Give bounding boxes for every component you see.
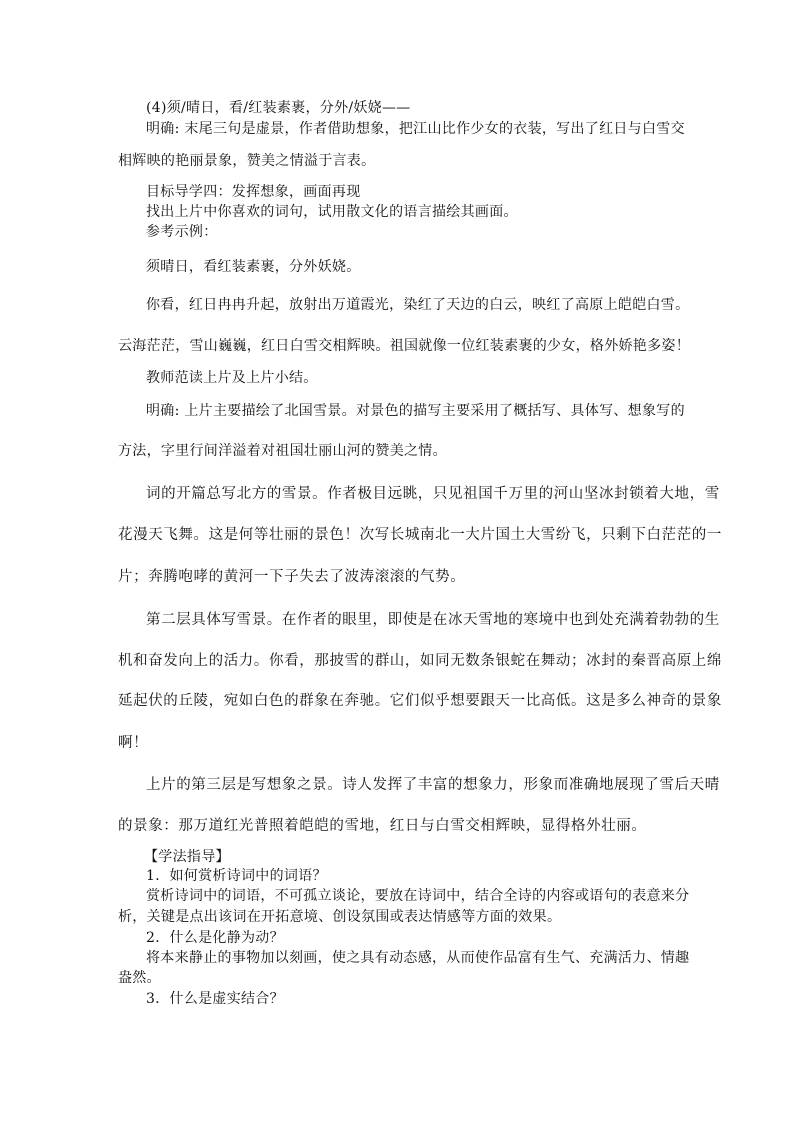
text-line: 盎然。 bbox=[118, 970, 161, 986]
text-line: 析，关键是点出该词在开拓意境、创设氛围或表达情感等方面的效果。 bbox=[118, 909, 562, 925]
text-line: 须晴日，看红装素裹，分外妖娆。 bbox=[146, 259, 361, 275]
text-line: 机和奋发向上的活力。你看，那披雪的群山，如同无数条银蛇在舞动；冰封的秦晋高原上绵 bbox=[118, 653, 722, 669]
text-line: 3．什么是虚实结合？ bbox=[146, 991, 284, 1007]
text-line: 相辉映的艳丽景象，赞美之情溢于言表。 bbox=[118, 153, 376, 169]
text-line: 第二层具体写雪景。在作者的眼里，即使是在冰天雪地的寒境中也到处充满着勃勃的生 bbox=[146, 612, 720, 628]
text-line: 词的开篇总写北方的雪景。作者极目远眺，只见祖国千万里的河山坚冰封锁着大地，雪 bbox=[146, 486, 720, 502]
text-line: 参考示例： bbox=[146, 224, 218, 240]
section-heading: 【学法指导】 bbox=[144, 849, 230, 865]
text-line: 片；奔腾咆哮的黄河一下子失去了波涛滚滚的气势。 bbox=[118, 569, 466, 585]
text-line: (4)须/晴日，看/红装素裹，分外/妖娆—— bbox=[146, 100, 411, 116]
text-line: 赏析诗词中的词语，不可孤立谈论，要放在诗词中，结合全诗的内容或语句的表意来分 bbox=[146, 888, 690, 904]
text-line: 明确: 末尾三句是虚景，作者借助想象，把江山比作少女的衣装，写出了红日与白雪交 bbox=[146, 121, 685, 137]
text-line: 2．什么是化静为动？ bbox=[146, 930, 284, 946]
section-heading: 目标导学四：发挥想象，画面再现 bbox=[146, 184, 361, 200]
text-line: 将本来静止的事物加以刻画，使之具有动态感，从而使作品富有生气、充满活力、情趣 bbox=[146, 950, 690, 966]
text-line: 你看，红日冉冉升起，放射出万道霞光，染红了天边的白云，映红了高原上皑皑白雪。 bbox=[146, 297, 690, 313]
text-line: 上片的第三层是写想象之景。诗人发挥了丰富的想象力，形象而准确地展现了雪后天晴 bbox=[146, 777, 720, 793]
text-line: 明确: 上片主要描绘了北国雪景。对景色的描写主要采用了概括写、具体写、想象写的 bbox=[146, 403, 685, 419]
text-line: 花漫天飞舞。这是何等壮丽的景色！次写长城南北一大片国土大雪纷飞，只剩下白茫茫的一 bbox=[118, 527, 722, 543]
text-line: 啊！ bbox=[118, 735, 149, 751]
text-line: 找出上片中你喜欢的词句，试用散文化的语言描绘其画面。 bbox=[146, 204, 518, 220]
text-line: 延起伏的丘陵，宛如白色的群象在奔驰。它们似乎想要跟天一比高低。这是多么神奇的景象 bbox=[118, 693, 722, 709]
text-line: 教师范读上片及上片小结。 bbox=[146, 370, 318, 386]
text-line: 的景象：那万道红光普照着皑皑的雪地，红日与白雪交相辉映，显得格外壮丽。 bbox=[118, 818, 647, 834]
text-line: 1．如何赏析诗词中的词语？ bbox=[146, 868, 327, 884]
text-line: 方法，字里行间洋溢着对祖国壮丽山河的赞美之情。 bbox=[118, 443, 447, 459]
text-line: 云海茫茫，雪山巍巍，红日白雪交相辉映。祖国就像一位红装素裹的少女，格外娇艳多姿！ bbox=[118, 338, 690, 354]
